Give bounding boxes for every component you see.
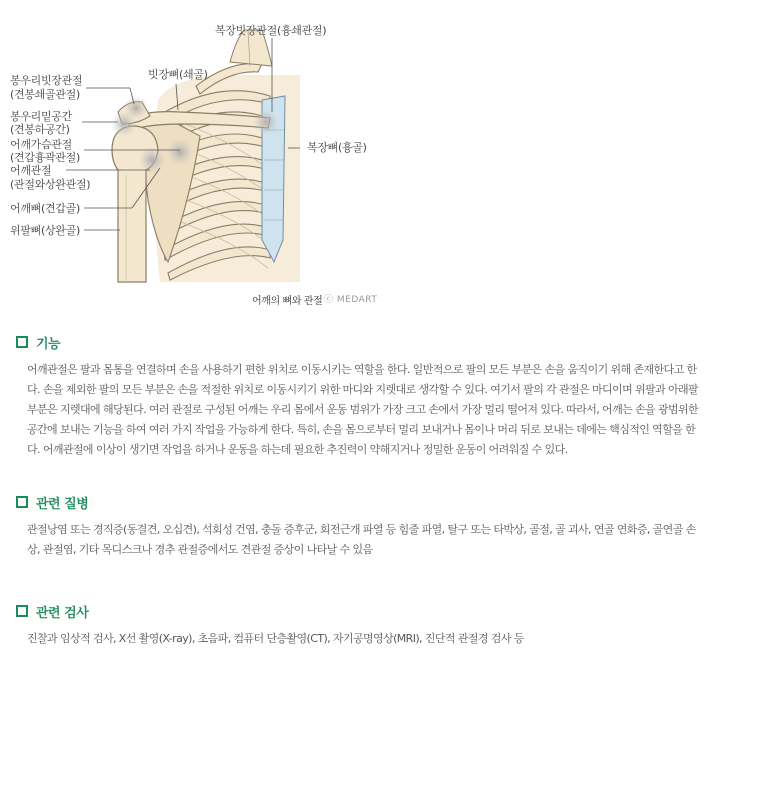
section-body-function: 어깨관절은 팔과 몸통을 연결하며 손을 사용하기 편한 위치로 이동시키는 역할을 한다. 일반적으로 팔의 모든 부분은 손을 움직이기 위해 존재한다고 한다. 손을 제외한 팔의 모든 부분은 손을 적절한 위치로 이동시키기 위한 마디와 지렛대로 생각할 수 있다. 여기서 팔의 각 관절은 마디이며 위팔과 아래팔 부분은 지렛대에 해당된다. 여러 관절로 구성된 어깨는 우리 몸에서 운동 범위가 가장 크고 손에서 가장 멀리 떨어져 있다. 따라서, 어깨는 손을 광범위한 공간에 보내는 기능을 하여 여러 가지 작업을 가능하게 한다. 특히, 손을 몸으로부터 멀리 보내거나 몸이나 머리 뒤로 보내는 데에는 핵심적인 역할을 한다. 어깨관절에 이상이 생기면 작업을 하거나 운동을 하는데 필요한 추진력이 약해지거나 정밀한 운동이 어려워질 수 있다.	[27, 363, 699, 456]
section-related-tests	[16, 603, 716, 649]
label-glenohumeral-joint-alt: (관절와상완관절)	[10, 178, 91, 191]
section-title-function: 기능	[36, 336, 61, 352]
label-glenohumeral-joint: 어깨관절	[10, 164, 52, 177]
section-header	[16, 334, 716, 350]
figure-credit: ⓒ MEDART	[324, 295, 378, 305]
section-title-related-diseases: 관련 질병	[36, 496, 89, 512]
label-clavicle: 빗장뼈(쇄골)	[148, 68, 208, 81]
shoulder-illustration	[0, 0, 760, 320]
label-subacromial-space: 봉우리밑공간	[10, 110, 72, 123]
label-scapulothoracic-joint: 어깨가슴관절	[10, 138, 72, 151]
section-title-related-tests: 관련 검사	[36, 605, 89, 621]
square-bullet-icon	[16, 605, 28, 617]
label-acromioclavicular-joint: 봉우리빗장관절	[10, 74, 83, 87]
figure-caption: 어깨의 뼈와 관절	[252, 296, 323, 307]
label-acromioclavicular-joint-alt: (견봉쇄골관절)	[10, 88, 80, 101]
label-sternum: 복장뼈(흉골)	[307, 141, 367, 154]
label-humerus: 위팔뼈(상완골)	[10, 224, 80, 237]
section-function	[16, 334, 716, 460]
label-subacromial-space-alt: (견봉하공간)	[10, 123, 70, 136]
label-sternoclavicular-joint: 복장빗장관절(흉쇄관절)	[215, 24, 327, 37]
square-bullet-icon	[16, 336, 28, 348]
section-body-related-diseases: 관절낭염 또는 경직증(동결견, 오십견), 석회성 건염, 충돌 증후군, 회전근개 파열 등 힘줄 파열, 탈구 또는 타박상, 골절, 골 괴사, 연골 연화증, 골연골 손상, 관절염, 기타 목디스크나 경추 관절증에서도 견관절 증상이 나타날 수 있음	[27, 523, 696, 556]
section-body-related-tests: 진찰과 임상적 검사, X선 촬영(X-ray), 초음파, 컴퓨터 단층촬영(CT), 자기공명영상(MRI), 진단적 관절경 검사 등	[27, 632, 524, 645]
section-header	[16, 494, 716, 510]
section-header	[16, 603, 716, 619]
label-scapula: 어깨뼈(견갑골)	[10, 202, 80, 215]
square-bullet-icon	[16, 496, 28, 508]
shoulder-anatomy-figure	[0, 0, 760, 320]
section-related-diseases	[16, 494, 716, 560]
label-scapulothoracic-joint-alt: (견갑흉곽관절)	[10, 151, 80, 164]
